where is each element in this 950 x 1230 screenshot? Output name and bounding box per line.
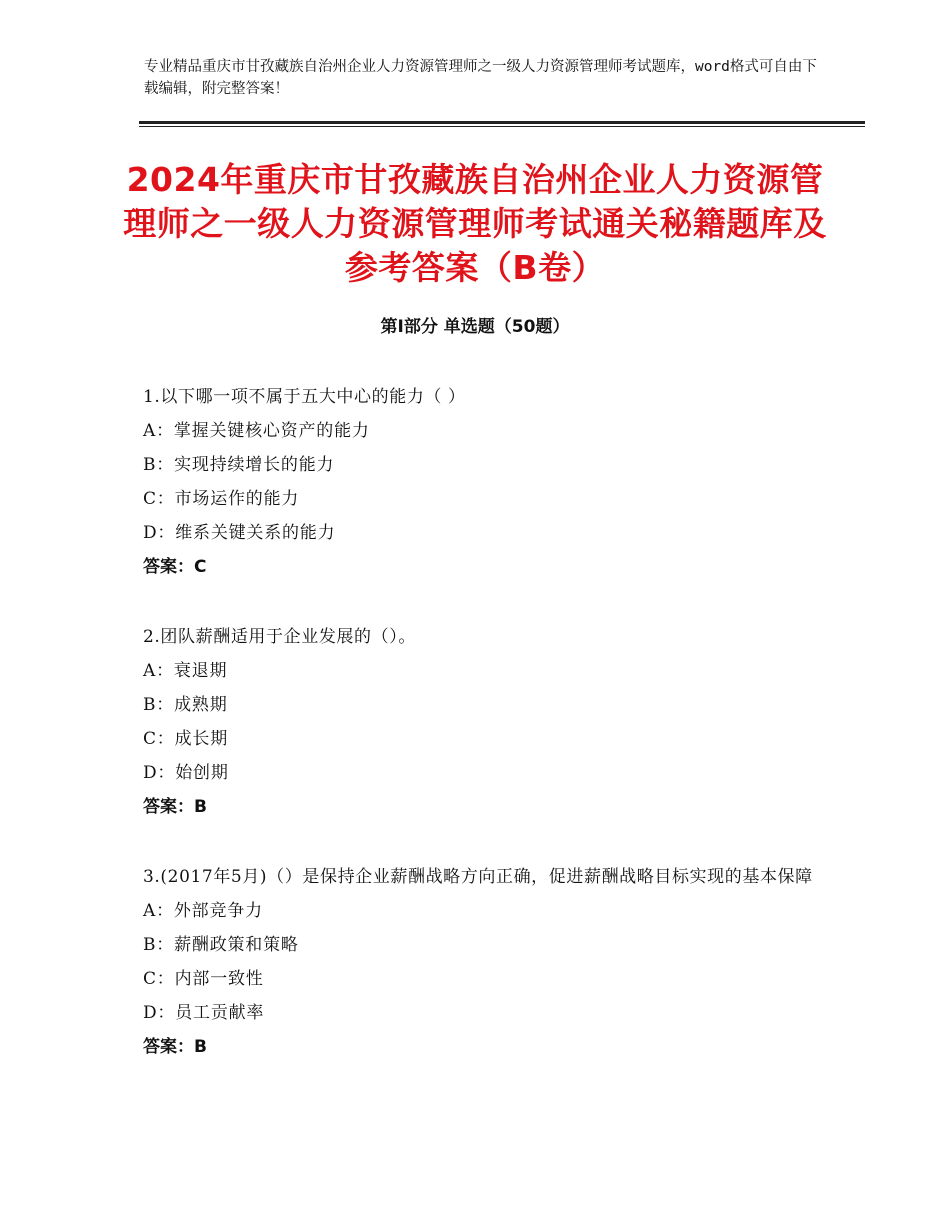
section-heading: 第Ⅰ部分 单选题（50题） bbox=[380, 317, 570, 337]
header-note: 专业精品重庆市甘孜藏族自治州企业人力资源管理师之一级人力资源管理师考试题库，word格式可自由下载编辑，附完整答案！ bbox=[144, 59, 817, 97]
option-d: D：员工贡献率 bbox=[143, 1003, 265, 1023]
option-a: A：掌握关键核心资产的能力 bbox=[143, 421, 370, 441]
answer-line: 答案：B bbox=[143, 1037, 207, 1057]
question-list bbox=[143, 380, 823, 1100]
header-rule-thin bbox=[139, 126, 865, 127]
question-stem: 3.(2017年5月)（）是保持企业薪酬战略方向正确，促进薪酬战略目标实现的基本保障 bbox=[143, 867, 813, 887]
option-b: B：薪酬政策和策略 bbox=[143, 935, 299, 955]
question-stem: 2.团队薪酬适用于企业发展的（）。 bbox=[143, 627, 416, 647]
option-c: C：成长期 bbox=[143, 729, 229, 749]
question-2 bbox=[143, 620, 823, 824]
header-rule-thick bbox=[139, 121, 865, 124]
option-a: A：衰退期 bbox=[143, 661, 228, 681]
option-d: D：始创期 bbox=[143, 763, 229, 783]
question-1 bbox=[143, 380, 823, 584]
option-c: C：内部一致性 bbox=[143, 969, 264, 989]
option-a: A：外部竞争力 bbox=[143, 901, 263, 921]
document-title: 2024年重庆市甘孜藏族自治州企业人力资源管理师之一级人力资源管理师考试通关秘籍题库及参考答案（B卷） bbox=[123, 160, 827, 287]
answer-line: 答案：C bbox=[143, 557, 207, 577]
question-stem: 1.以下哪一项不属于五大中心的能力（ ） bbox=[143, 387, 466, 407]
answer-line: 答案：B bbox=[143, 797, 207, 817]
question-3 bbox=[143, 860, 823, 1064]
option-c: C：市场运作的能力 bbox=[143, 489, 300, 509]
option-b: B：成熟期 bbox=[143, 695, 228, 715]
option-b: B：实现持续增长的能力 bbox=[143, 455, 335, 475]
option-d: D：维系关键关系的能力 bbox=[143, 523, 336, 543]
